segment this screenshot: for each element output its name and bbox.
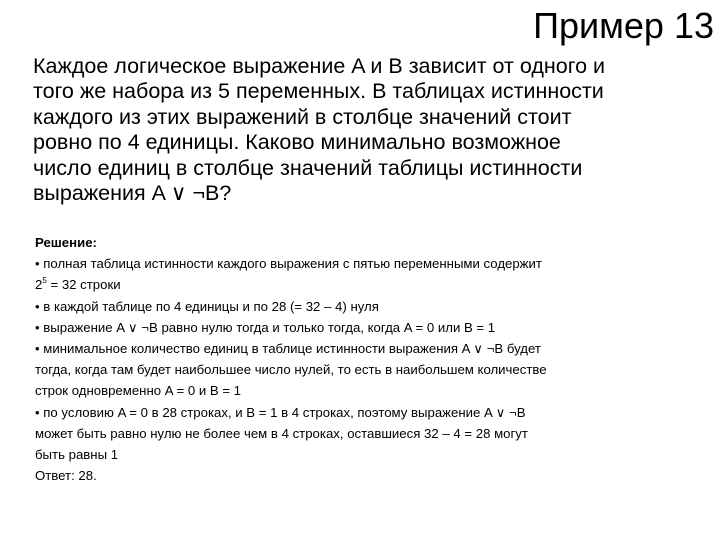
solution-line: быть равны 1 xyxy=(35,447,119,463)
solution-line: может быть равно нулю не более чем в 4 строках, оставшиеся 32 – 4 = 28 могут xyxy=(35,425,528,441)
problem-line: число единиц в столбце значений таблицы истинности xyxy=(33,155,583,180)
solution-line-power xyxy=(35,274,715,295)
solution-line: • минимальное количество единиц в таблице истинности выражения A ∨ ¬B будет xyxy=(35,341,541,357)
power-rest: = 32 строки xyxy=(46,277,121,293)
problem-line: того же набора из 5 переменных. В таблицах истинности xyxy=(33,79,604,104)
problem-line: Каждое логическое выражение A и B зависит от одного и xyxy=(33,54,606,78)
solution-line: • выражение A ∨ ¬B равно нулю тогда и только тогда, когда A = 0 или B = 1 xyxy=(35,319,496,335)
power-base: 2 xyxy=(35,277,43,293)
power-exponent: 5 xyxy=(42,276,47,286)
problem-line: выражения A ∨ ¬B? xyxy=(33,181,232,206)
solution-line: • в каждой таблице по 4 единицы и по 28 (= 32 – 4) нуля xyxy=(35,298,379,314)
answer-line: Ответ: 28. xyxy=(35,468,97,484)
solution-line: • по условию A = 0 в 28 строках, и B = 1 в 4 строках, поэтому выражение A ∨ ¬B xyxy=(35,404,526,420)
solution-line: • полная таблица истинности каждого выражения с пятью переменными содержит xyxy=(35,256,542,272)
solution-line: тогда, когда там будет наибольшее число нулей, то есть в наибольшем количестве xyxy=(35,362,547,378)
problem-statement xyxy=(33,54,715,206)
slide-title: Пример 13 xyxy=(533,5,714,46)
solution-heading: Решение: xyxy=(35,235,97,250)
problem-line: каждого из этих выражений в столбце значений стоит xyxy=(33,104,572,129)
solution-block xyxy=(35,232,715,486)
problem-line: ровно по 4 единицы. Каково минимально возможное xyxy=(33,130,561,155)
solution-line: строк одновременно A = 0 и B = 1 xyxy=(35,383,242,399)
